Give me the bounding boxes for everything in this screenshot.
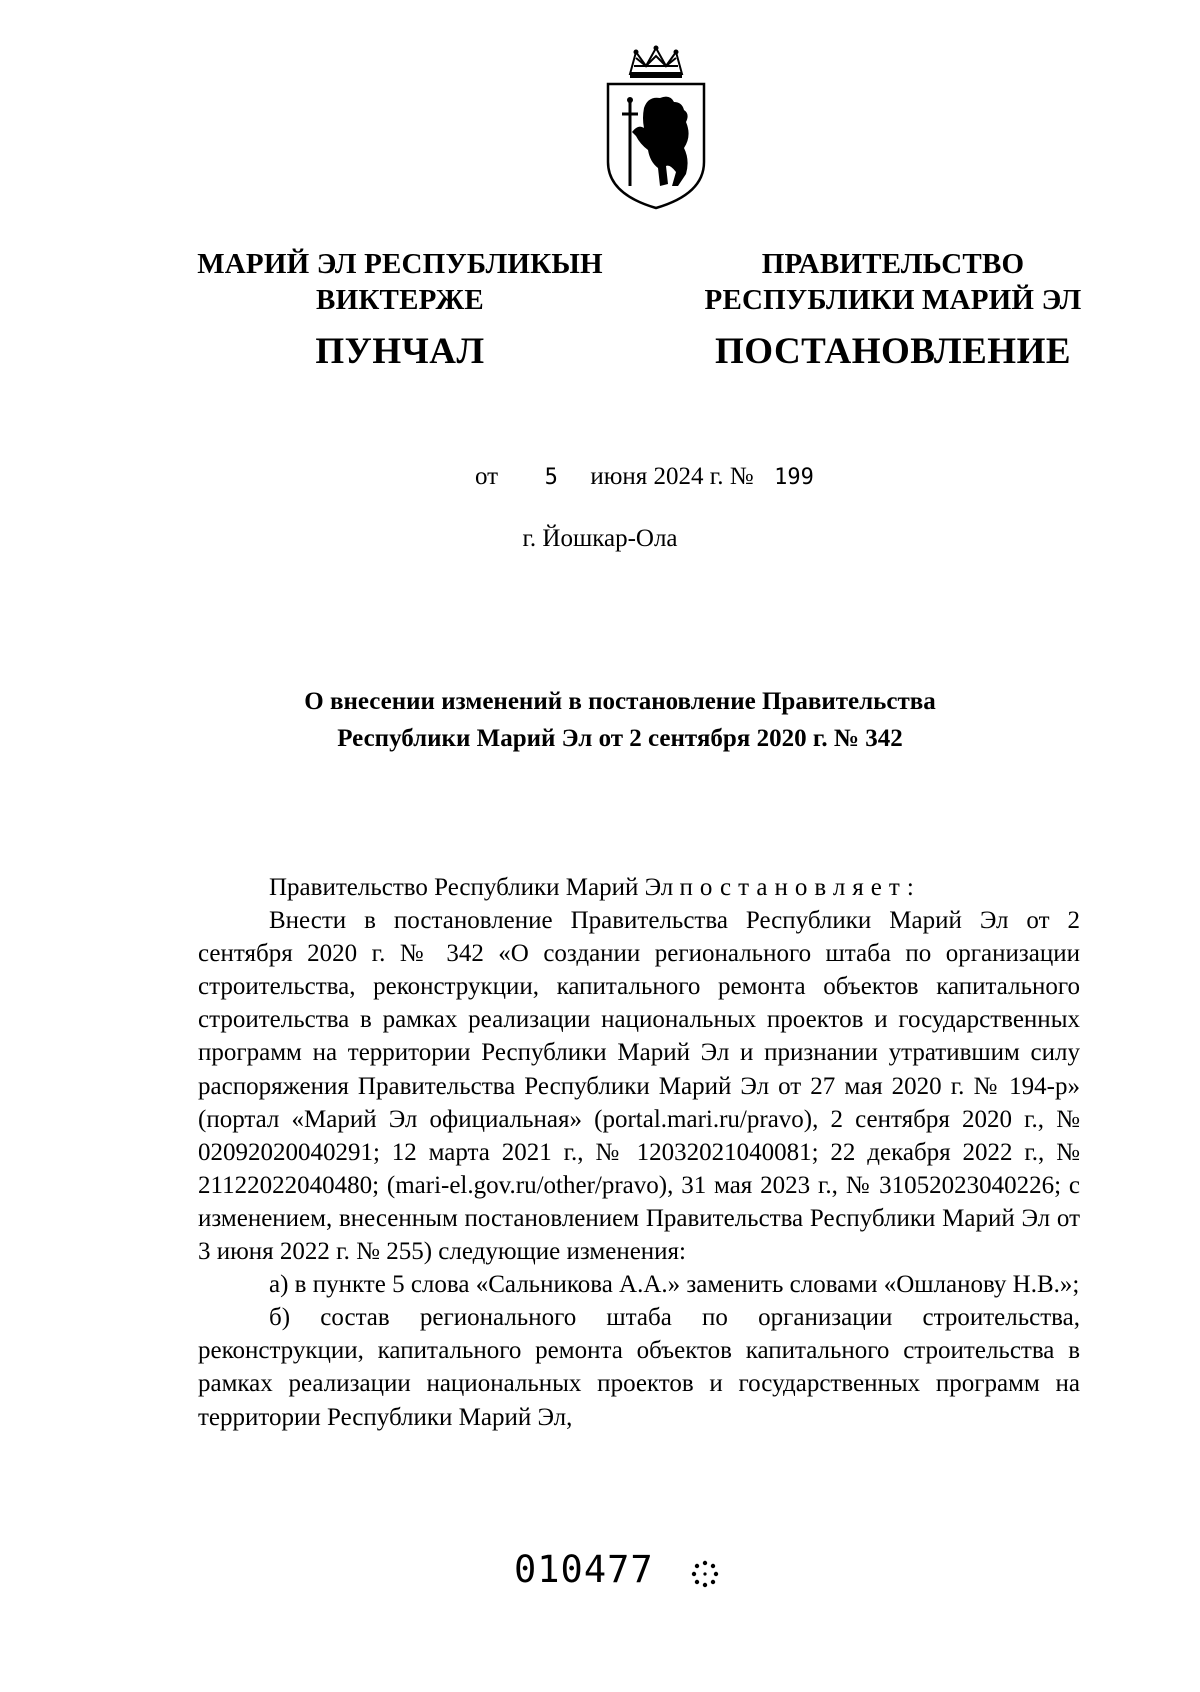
date-day: 5 (544, 465, 558, 490)
header-left-doc-type: ПУНЧАЛ (315, 331, 485, 372)
header-right-line1: ПРАВИТЕЛЬСТВО (761, 248, 1025, 280)
header-right (668, 246, 1118, 374)
header-left-line2: ВИКТЕРЖЕ (316, 284, 484, 316)
title-line1: О внесении изменений в постановление Правительства (304, 688, 936, 715)
form-serial-number: 010477 (514, 1548, 654, 1591)
intro-spaced-word: постановляет: (679, 874, 921, 901)
document-title (200, 683, 1040, 757)
document-date-line (475, 463, 814, 491)
document-city: г. Йошкар-Ола (522, 525, 678, 552)
header-left-line1: МАРИЙ ЭЛ РЕСПУБЛИКЫН (197, 248, 603, 280)
header-left (170, 246, 630, 374)
header-right-line2: РЕСПУБЛИКИ МАРИЙ ЭЛ (704, 284, 1082, 316)
document-number: 199 (774, 465, 814, 490)
dotted-asterisk-icon (690, 1559, 720, 1589)
date-month-year: июня 2024 г. № (590, 463, 754, 490)
document-body (198, 871, 1080, 1434)
header-right-doc-type: ПОСТАНОВЛЕНИЕ (714, 331, 1072, 372)
paragraph-item-a: а) в пункте 5 слова «Сальникова А.А.» заменить словами «Ошланову Н.В.»; (269, 1271, 1080, 1299)
date-prefix: от (475, 463, 499, 490)
intro-text: Правительство Республики Марий Эл (269, 874, 680, 901)
paragraph-main: Внести в постановление Правительства Республики Марий Эл от 2 сентября 2020 г. № 342 «О создании регионального штаба по организации строительства, реконструкции, капитального ремонта объектов капитального строительства в рамках реализации национальных проектов и государственных программ на территории Республики Марий Эл и признании утратившим силу распоряжения Правительства Республики Марий Эл от 27 мая 2020 г. № 194-р» (портал «Марий Эл официальная» (portal.mari.ru/pravo), 2 сентября 2020 г., № 02092020040291; 12 марта 2021 г., № 12032021040081; 22 декабря 2022 г., № 21122022040480; (mari-el.gov.ru/other/pravo), 31 мая 2023 г., № 31052023040226; с изменением, внесенным постановлением Правительства Республики Марий Эл от 3 июня 2022 г. № 255) следующие изменения: (198, 907, 1080, 1266)
title-line2: Республики Марий Эл от 2 сентября 2020 г. № 342 (337, 725, 903, 752)
intro-paragraph (198, 871, 1080, 904)
coat-of-arms-icon (596, 44, 716, 212)
paragraph-item-b: б) состав регионального штаба по организации строительства, реконструкции, капитального ремонта объектов капитального строительства в рамках реализации национальных проектов и государственных программ на территории Республики Марий Эл, (198, 1304, 1080, 1431)
